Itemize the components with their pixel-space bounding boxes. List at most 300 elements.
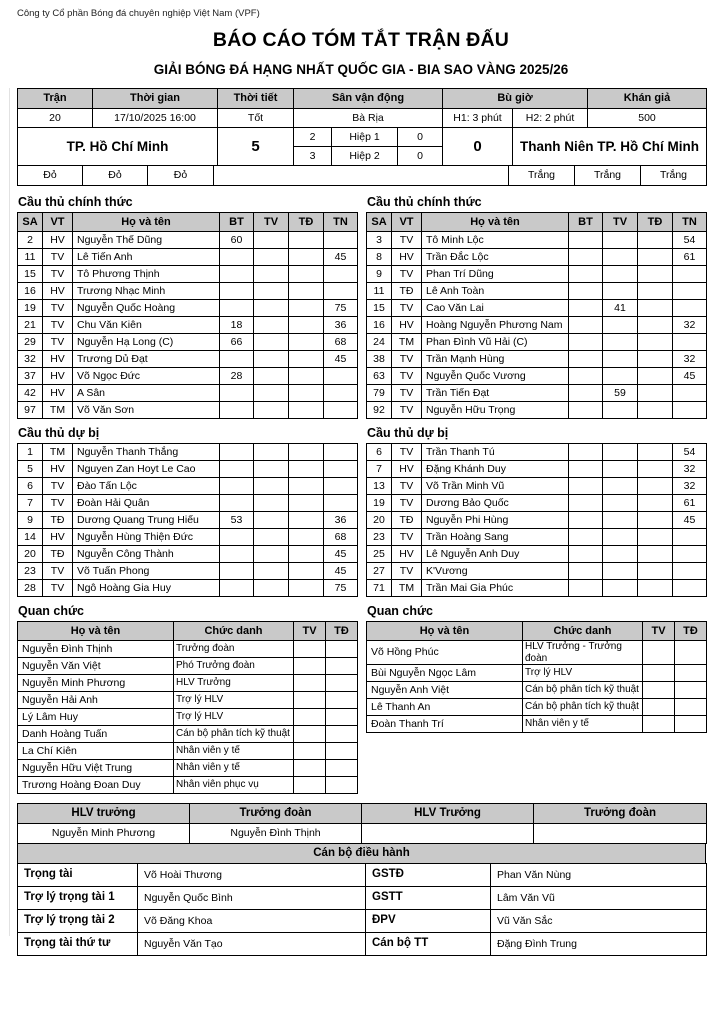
officials-header-row [18, 622, 358, 641]
cell-name: Đặng Khánh Duy [422, 461, 569, 478]
table-row [18, 580, 358, 597]
cell-tn [673, 402, 707, 419]
cell-sa: 71 [367, 580, 392, 597]
cell-td [638, 368, 673, 385]
away-team-name: Thanh Niên TP. Hồ Chí Minh [513, 128, 707, 166]
cell-vt: HV [43, 368, 73, 385]
cell-tv: 41 [603, 300, 638, 317]
away-team-leader [534, 824, 707, 844]
cell-vt: TV [392, 495, 422, 512]
cell-bt [220, 495, 254, 512]
cell-td [289, 232, 324, 249]
cell-name: Đoàn Hải Quân [73, 495, 220, 512]
cell-sa: 29 [18, 334, 43, 351]
header-name: Họ và tên [73, 213, 220, 232]
cell-sa: 9 [18, 512, 43, 529]
cell-tn: 75 [324, 580, 358, 597]
cell-tn: 32 [673, 461, 707, 478]
cell-name: Nguyễn Công Thành [73, 546, 220, 563]
cell-name: Lý Lâm Huy [18, 709, 174, 726]
cell-tn: 54 [673, 232, 707, 249]
cell-tn [673, 385, 707, 402]
cell-bt [220, 563, 254, 580]
cell-tv [254, 529, 289, 546]
team-columns [17, 188, 705, 794]
cell-tv [254, 232, 289, 249]
cell-sa: 8 [367, 249, 392, 266]
cell-td [638, 512, 673, 529]
cell-sa: 21 [18, 317, 43, 334]
cell-td [289, 266, 324, 283]
cell-td [638, 249, 673, 266]
cell-vt: HV [392, 546, 422, 563]
cell-td [675, 665, 707, 682]
home-officials-table [17, 621, 358, 794]
header-home-team-leader: Trưởng đoàn [190, 804, 362, 824]
header-home-head-coach: HLV trưởng [18, 804, 190, 824]
cell-name: Trần Mai Gia Phúc [422, 580, 569, 597]
cell-tn: 45 [673, 368, 707, 385]
cell-td [326, 641, 358, 658]
cell-td [638, 444, 673, 461]
table-row [367, 495, 707, 512]
cell-tn: 45 [324, 563, 358, 580]
table-row [367, 512, 707, 529]
cell-td [289, 580, 324, 597]
cell-tv [254, 580, 289, 597]
header-tv: TV [254, 213, 289, 232]
table-row [18, 777, 358, 794]
cell-name: Dương Quang Trung Hiếu [73, 512, 220, 529]
cell-tv [294, 777, 326, 794]
cell-name: Đào Tấn Lộc [73, 478, 220, 495]
cell-td [326, 760, 358, 777]
table-row [367, 351, 707, 368]
cell-td [638, 283, 673, 300]
cell-name: K'Vương [422, 563, 569, 580]
cell-vt: HV [392, 461, 422, 478]
table-row [18, 283, 358, 300]
cell-td [326, 777, 358, 794]
added-time-h2: H2: 2 phút [513, 109, 588, 128]
player-table-header-row [367, 213, 707, 232]
cell-vt: TV [392, 563, 422, 580]
cell-td [289, 249, 324, 266]
cell-tn: 61 [673, 249, 707, 266]
table-row [367, 478, 707, 495]
cell-td [289, 546, 324, 563]
cell-tn [324, 283, 358, 300]
cell-vt: TV [392, 402, 422, 419]
cell-sa: 9 [367, 266, 392, 283]
header-official-tv: TV [294, 622, 326, 641]
cell-sa: 38 [367, 351, 392, 368]
cell-tn: 45 [673, 512, 707, 529]
cell-vt: TV [392, 478, 422, 495]
cell-tn: 36 [324, 512, 358, 529]
home-team-leader: Nguyễn Đình Thịnh [190, 824, 362, 844]
away-starters-table [366, 212, 707, 419]
table-row [18, 658, 358, 675]
header-attendance: Khán giả [588, 89, 707, 109]
cell-label: Trọng tài [18, 864, 138, 887]
cell-td [289, 283, 324, 300]
table-row [18, 709, 358, 726]
match-attendance: 500 [588, 109, 707, 128]
page-edge-line [9, 88, 10, 936]
cell-vt: TM [392, 580, 422, 597]
cell-name: Phan Đình Vũ Hải (C) [422, 334, 569, 351]
cell-bt [220, 385, 254, 402]
cell-name: Nguyễn Phi Hùng [422, 512, 569, 529]
cell-tn: 36 [324, 317, 358, 334]
cell-tv [294, 641, 326, 658]
cell-name: Lê Thanh An [367, 699, 523, 716]
cell-name: Nguyễn Văn Việt [18, 658, 174, 675]
cell-tv [603, 580, 638, 597]
cell-tv [603, 351, 638, 368]
cell-tv [254, 512, 289, 529]
cell-sa: 24 [367, 334, 392, 351]
header-sa: SA [18, 213, 43, 232]
cell-tn: 32 [673, 317, 707, 334]
cell-tn: 75 [324, 300, 358, 317]
cell-tv [603, 512, 638, 529]
table-row [18, 317, 358, 334]
away-subs-heading: Cầu thủ dự bị [367, 426, 449, 440]
cell-name: Nguyễn Văn Tạo [138, 933, 366, 956]
home-subs-heading: Cầu thủ dự bị [18, 426, 100, 440]
cell-vt: TV [43, 317, 73, 334]
cell-label: Trọng tài thứ tư [18, 933, 138, 956]
half1-label: Hiệp 1 [332, 128, 398, 147]
table-row [18, 512, 358, 529]
cell-role: HLV Trưởng [174, 675, 294, 692]
table-row [367, 699, 707, 716]
cell-tn [673, 300, 707, 317]
cell-label: Trợ lý trọng tài 2 [18, 910, 138, 933]
cell-vt: HV [43, 351, 73, 368]
cell-name2: Đặng Đình Trung [491, 933, 707, 956]
cell-tn: 68 [324, 529, 358, 546]
cell-bt [220, 529, 254, 546]
cell-sa: 6 [18, 478, 43, 495]
cell-role: Nhân viên y tế [174, 760, 294, 777]
cell-vt: TV [43, 300, 73, 317]
cell-name: Trương Hoàng Đoan Duy [18, 777, 174, 794]
cell-name: Tô Phương Thịnh [73, 266, 220, 283]
away-kit-color-1: Trắng [509, 166, 575, 186]
cell-name2: Phan Văn Nùng [491, 864, 707, 887]
table-row [367, 317, 707, 334]
cell-name: Dương Bảo Quốc [422, 495, 569, 512]
score-row-1 [18, 128, 707, 147]
cell-vt: TM [43, 402, 73, 419]
away-kit-color-3: Trắng [641, 166, 707, 186]
cell-label2: GSTT [366, 887, 491, 910]
cell-tv [294, 760, 326, 777]
table-row [367, 444, 707, 461]
cell-tv [603, 529, 638, 546]
cell-bt [220, 283, 254, 300]
cell-role: Nhân viên y tế [523, 716, 643, 733]
cell-name: Trần Đắc Lộc [422, 249, 569, 266]
table-row [367, 249, 707, 266]
header-official-role: Chức danh [174, 622, 294, 641]
cell-name: Nguyễn Hải Anh [18, 692, 174, 709]
cell-tv [294, 726, 326, 743]
cell-name: Võ Trần Minh Vũ [422, 478, 569, 495]
cell-tv [603, 334, 638, 351]
cell-tv [603, 563, 638, 580]
cell-bt [220, 478, 254, 495]
header-td: TĐ [289, 213, 324, 232]
cell-tv [294, 692, 326, 709]
cell-bt [220, 444, 254, 461]
cell-sa: 20 [367, 512, 392, 529]
cell-bt: 18 [220, 317, 254, 334]
cell-tn [324, 478, 358, 495]
cell-bt [220, 461, 254, 478]
cell-tn [324, 444, 358, 461]
cell-tv [603, 249, 638, 266]
cell-bt [569, 512, 603, 529]
cell-sa: 16 [18, 283, 43, 300]
cell-vt: TV [43, 478, 73, 495]
cell-tn [324, 495, 358, 512]
header-tv: TV [603, 213, 638, 232]
cell-tv [603, 402, 638, 419]
cell-tv [603, 266, 638, 283]
header-vt: VT [43, 213, 73, 232]
cell-td [638, 351, 673, 368]
cell-tn [324, 385, 358, 402]
match-info-header-row [18, 89, 707, 109]
cell-name: Nguyễn Anh Việt [367, 682, 523, 699]
cell-tv [254, 249, 289, 266]
cell-td [289, 563, 324, 580]
cell-sa: 97 [18, 402, 43, 419]
cell-vt: HV [392, 249, 422, 266]
cell-name: Nguyễn Quốc Hoàng [73, 300, 220, 317]
table-row [18, 478, 358, 495]
cell-tn [673, 529, 707, 546]
cell-name: Nguyễn Đình Thịnh [18, 641, 174, 658]
cell-td [289, 529, 324, 546]
away-kit-color-2: Trắng [575, 166, 641, 186]
table-row [367, 716, 707, 733]
away-subs-table [366, 443, 707, 597]
cell-tv [294, 675, 326, 692]
table-row [367, 283, 707, 300]
cell-td [326, 692, 358, 709]
away-officials-heading: Quan chức [367, 604, 434, 618]
home-subs-table [17, 443, 358, 597]
cell-tv [603, 461, 638, 478]
table-row [18, 266, 358, 283]
cell-bt: 53 [220, 512, 254, 529]
home-score: 5 [218, 128, 294, 166]
cell-tv [603, 444, 638, 461]
header-official-name: Họ và tên [18, 622, 174, 641]
cell-td [638, 334, 673, 351]
cell-td [289, 402, 324, 419]
away-head-coach [362, 824, 534, 844]
cell-tn [324, 402, 358, 419]
cell-td [675, 682, 707, 699]
cell-td [289, 300, 324, 317]
cell-tv [294, 658, 326, 675]
coach-leader-header-row [18, 804, 707, 824]
table-row [18, 933, 707, 956]
cell-role: Trợ lý HLV [174, 692, 294, 709]
cell-role: Cán bộ phân tích kỹ thuật [523, 699, 643, 716]
cell-bt [569, 478, 603, 495]
cell-td [289, 461, 324, 478]
cell-td [638, 461, 673, 478]
cell-name: Nguyen Zan Hoyt Le Cao [73, 461, 220, 478]
match-stadium: Bà Rịa [294, 109, 443, 128]
cell-tn [673, 580, 707, 597]
cell-tv [643, 716, 675, 733]
header-official-td: TĐ [675, 622, 707, 641]
cell-vt: TM [392, 334, 422, 351]
header-sa: SA [367, 213, 392, 232]
cell-tv [254, 300, 289, 317]
cell-sa: 23 [18, 563, 43, 580]
cell-vt: HV [43, 461, 73, 478]
cell-bt [569, 300, 603, 317]
cell-name: Lê Anh Toàn [422, 283, 569, 300]
cell-tn: 61 [673, 495, 707, 512]
kit-colors-table [17, 165, 707, 186]
cell-tv [603, 478, 638, 495]
cell-tn: 32 [673, 351, 707, 368]
cell-sa: 2 [18, 232, 43, 249]
cell-bt [220, 266, 254, 283]
cell-name: A Sân [73, 385, 220, 402]
match-weather: Tốt [218, 109, 294, 128]
table-row [367, 368, 707, 385]
table-row [18, 368, 358, 385]
cell-name: Nguyễn Hữu Trọng [422, 402, 569, 419]
cell-sa: 19 [18, 300, 43, 317]
cell-name: Nguyễn Hùng Thiện Đức [73, 529, 220, 546]
away-score: 0 [443, 128, 513, 166]
cell-bt [569, 249, 603, 266]
table-row [367, 300, 707, 317]
home-kit-color-2: Đỏ [83, 166, 148, 186]
table-row [18, 529, 358, 546]
cell-td [289, 444, 324, 461]
cell-bt [569, 402, 603, 419]
cell-name: Lê Nguyễn Anh Duy [422, 546, 569, 563]
cell-td [638, 580, 673, 597]
header-official-name: Họ và tên [367, 622, 523, 641]
cell-tn: 45 [324, 546, 358, 563]
header-tn: TN [673, 213, 707, 232]
cell-sa: 25 [367, 546, 392, 563]
cell-td [675, 716, 707, 733]
cell-sa: 42 [18, 385, 43, 402]
match-no: 20 [18, 109, 93, 128]
header-weather: Thời tiết [218, 89, 294, 109]
away-starters-heading: Cầu thủ chính thức [367, 195, 482, 209]
cell-name: Trần Tiến Đạt [422, 385, 569, 402]
cell-sa: 11 [367, 283, 392, 300]
officials-header-row [367, 622, 707, 641]
cell-role: Phó Trưởng đoàn [174, 658, 294, 675]
tournament-subtitle: GIẢI BÓNG ĐÁ HẠNG NHẤT QUỐC GIA - BIA SAO VÀNG 2025/26 [153, 62, 569, 77]
cell-name: Trương Dủ Đạt [73, 351, 220, 368]
header-added-time: Bù giờ [443, 89, 588, 109]
cell-td [326, 658, 358, 675]
player-table-header-row [18, 213, 358, 232]
table-row [18, 546, 358, 563]
cell-bt: 60 [220, 232, 254, 249]
cell-sa: 6 [367, 444, 392, 461]
cell-tv [643, 665, 675, 682]
kit-colors-spacer [214, 166, 509, 186]
cell-vt: TV [43, 563, 73, 580]
cell-sa: 7 [18, 495, 43, 512]
cell-vt: TM [43, 444, 73, 461]
cell-sa: 1 [18, 444, 43, 461]
header-official-td: TĐ [326, 622, 358, 641]
table-row [367, 266, 707, 283]
cell-tv [603, 232, 638, 249]
table-row [18, 864, 707, 887]
cell-bt: 28 [220, 368, 254, 385]
cell-tn: 32 [673, 478, 707, 495]
cell-sa: 32 [18, 351, 43, 368]
cell-tv [643, 641, 675, 665]
cell-td [638, 300, 673, 317]
cell-bt [569, 317, 603, 334]
cell-name: Nguyễn Thế Dũng [73, 232, 220, 249]
cell-bt [220, 402, 254, 419]
cell-sa: 20 [18, 546, 43, 563]
header-tn: TN [324, 213, 358, 232]
cell-tv [254, 266, 289, 283]
cell-sa: 28 [18, 580, 43, 597]
cell-tv [254, 351, 289, 368]
cell-vt: HV [43, 529, 73, 546]
away-officials-table [366, 621, 707, 733]
match-officials-heading: Cán bộ điều hành [18, 844, 706, 864]
table-row [367, 461, 707, 478]
cell-name: Trần Hoàng Sang [422, 529, 569, 546]
cell-td [638, 266, 673, 283]
match-datetime: 17/10/2025 16:00 [93, 109, 218, 128]
cell-name: Võ Ngọc Đức [73, 368, 220, 385]
cell-role: Nhân viên phục vụ [174, 777, 294, 794]
cell-sa: 27 [367, 563, 392, 580]
cell-name: Trần Thanh Tú [422, 444, 569, 461]
cell-bt [220, 580, 254, 597]
cell-name: Nguyễn Minh Phương [18, 675, 174, 692]
cell-name: Đoàn Thanh Trí [367, 716, 523, 733]
cell-td [675, 641, 707, 665]
cell-td [289, 478, 324, 495]
cell-bt [569, 495, 603, 512]
cell-tv [254, 283, 289, 300]
cell-name: Hoàng Nguyễn Phương Nam [422, 317, 569, 334]
table-row [18, 300, 358, 317]
cell-vt: TV [43, 249, 73, 266]
table-row [18, 760, 358, 777]
half1-away-goals: 0 [398, 128, 443, 147]
